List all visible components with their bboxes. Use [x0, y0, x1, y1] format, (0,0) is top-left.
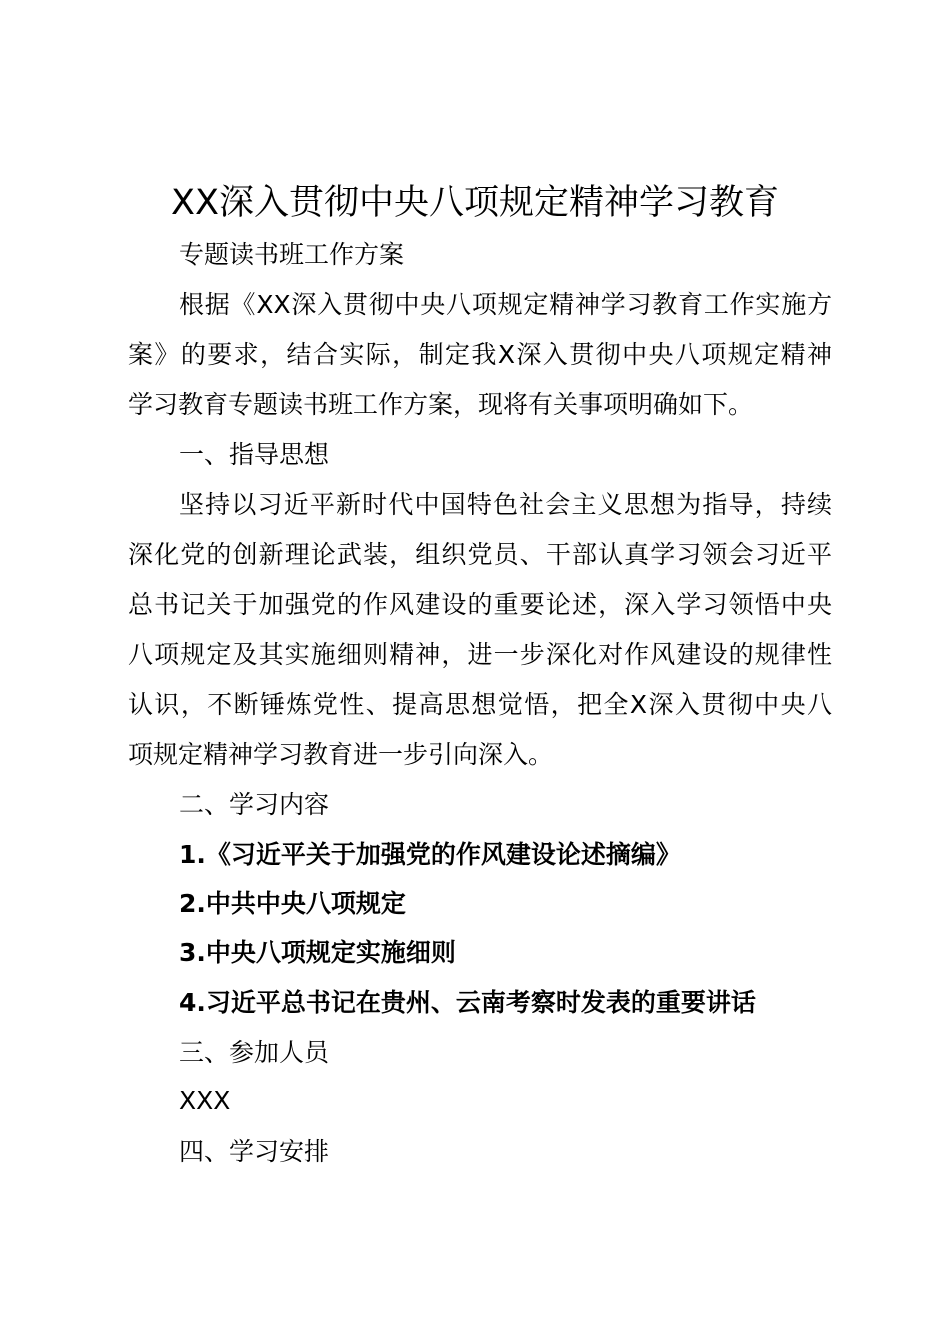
- participants-text: XXX: [179, 1086, 231, 1115]
- section1-line: 八项规定及其实施细则精神，进一步深化对作风建设的规律性: [128, 640, 832, 669]
- section1-line: 总书记关于加强党的作风建设的重要论述，深入学习领悟中央: [128, 590, 832, 619]
- intro-line: 根据《XX深入贯彻中央八项规定精神学习教育工作实施方: [179, 290, 832, 319]
- reading-list-item: 1.《习近平关于加强党的作风建设论述摘编》: [179, 840, 681, 869]
- document-subtitle: 专题读书班工作方案: [179, 240, 405, 269]
- section1-line: 认识，不断锤炼党性、提高思想觉悟，把全X深入贯彻中央八: [128, 690, 832, 719]
- section1-heading: 一、指导思想: [179, 440, 330, 469]
- reading-list-item: 4.习近平总书记在贵州、云南考察时发表的重要讲话: [179, 988, 756, 1017]
- document-title: XX深入贯彻中央八项规定精神学习教育: [171, 183, 779, 223]
- section3-heading: 三、参加人员: [179, 1038, 330, 1067]
- intro-line: 案》的要求，结合实际，制定我X深入贯彻中央八项规定精神: [128, 340, 832, 369]
- section1-line: 项规定精神学习教育进一步引向深入。: [128, 740, 554, 769]
- section4-heading: 四、学习安排: [179, 1137, 330, 1166]
- section1-line: 深化党的创新理论武装，组织党员、干部认真学习领会习近平: [128, 540, 832, 569]
- intro-line: 学习教育专题读书班工作方案，现将有关事项明确如下。: [128, 390, 754, 419]
- reading-list-item: 2.中共中央八项规定: [179, 889, 406, 918]
- section1-line: 坚持以习近平新时代中国特色社会主义思想为指导，持续: [179, 490, 832, 519]
- section2-heading: 二、学习内容: [179, 790, 330, 819]
- reading-list-item: 3.中央八项规定实施细则: [179, 938, 456, 967]
